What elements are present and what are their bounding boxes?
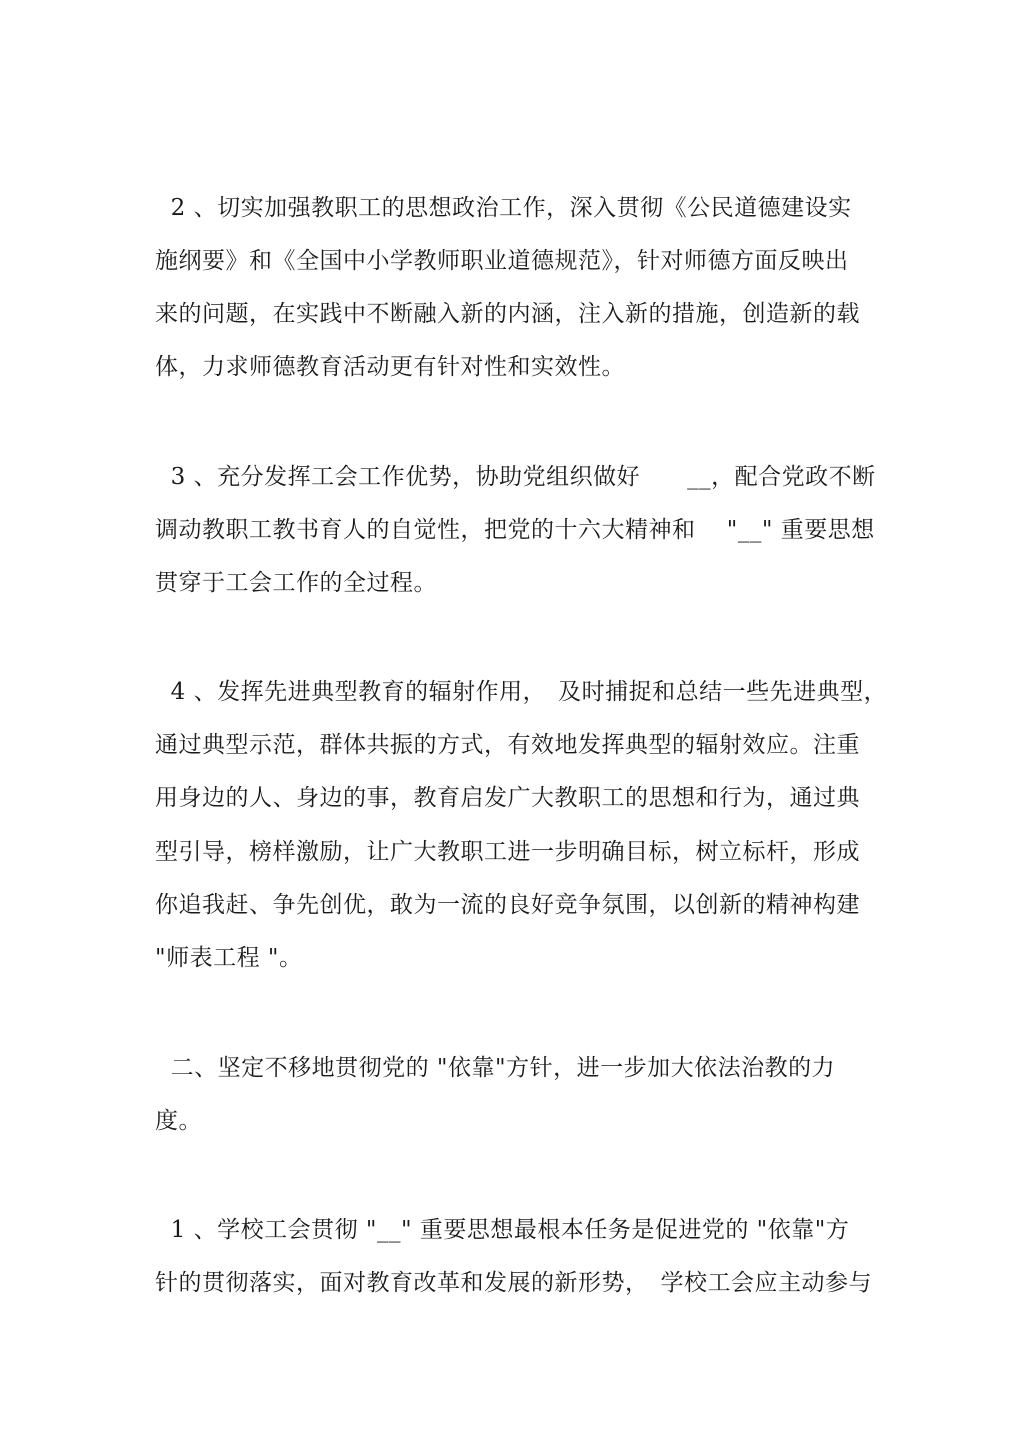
paragraph-1-line-2: 针的贯彻落实，面对教育改革和发展的新形势， 学校工会应主动参与 <box>155 1270 872 1296</box>
paragraph-4-line-3: 用身边的人、身边的事，教育启发广大教职工的思想和行为，通过典 <box>155 785 860 811</box>
paragraph-2-line-4: 体，力求师德教育活动更有针对性和实效性。 <box>155 354 625 380</box>
section-heading-line-2: 度。 <box>155 1108 202 1134</box>
paragraph-4-line-1: 4 、发挥先进典型教育的辐射作用， 及时捕捉和总结一些先进典型， <box>155 679 888 705</box>
paragraph-3-line-2: 调动教职工教书育人的自觉性，把党的十六大精神和 "__" 重要思想 <box>155 517 875 543</box>
paragraph-3-line-1: 3 、充分发挥工会工作优势，协助党组织做好 __，配合党政不断 <box>155 464 876 490</box>
section-heading-line-1: 二、坚定不移地贯彻党的 "依靠"方针，进一步加大依法治教的力 <box>155 1055 836 1081</box>
paragraph-4-line-6: "师表工程 "。 <box>155 945 303 971</box>
paragraph-2-line-2: 施纲要》和《全国中小学教师职业道德规范》，针对师德方面反映出 <box>155 248 849 274</box>
paragraph-3-line-3: 贯穿于工会工作的全过程。 <box>155 570 437 596</box>
paragraph-2-line-1: 2 、切实加强教职工的思想政治工作，深入贯彻《公民道德建设实 <box>155 195 852 221</box>
paragraph-4-line-2: 通过典型示范，群体共振的方式，有效地发挥典型的辐射效应。注重 <box>155 732 860 758</box>
paragraph-2-line-3: 来的问题，在实践中不断融入新的内涵，注入新的措施，创造新的载 <box>155 301 860 327</box>
paragraph-4-line-5: 你追我赶、争先创优，敢为一流的良好竞争氛围，以创新的精神构建 <box>155 892 860 918</box>
paragraph-1-line-1: 1 、学校工会贯彻 "__" 重要思想最根本任务是促进党的 "依靠"方 <box>155 1217 850 1243</box>
paragraph-4-line-4: 型引导，榜样激励，让广大教职工进一步明确目标，树立标杆，形成 <box>155 839 860 865</box>
